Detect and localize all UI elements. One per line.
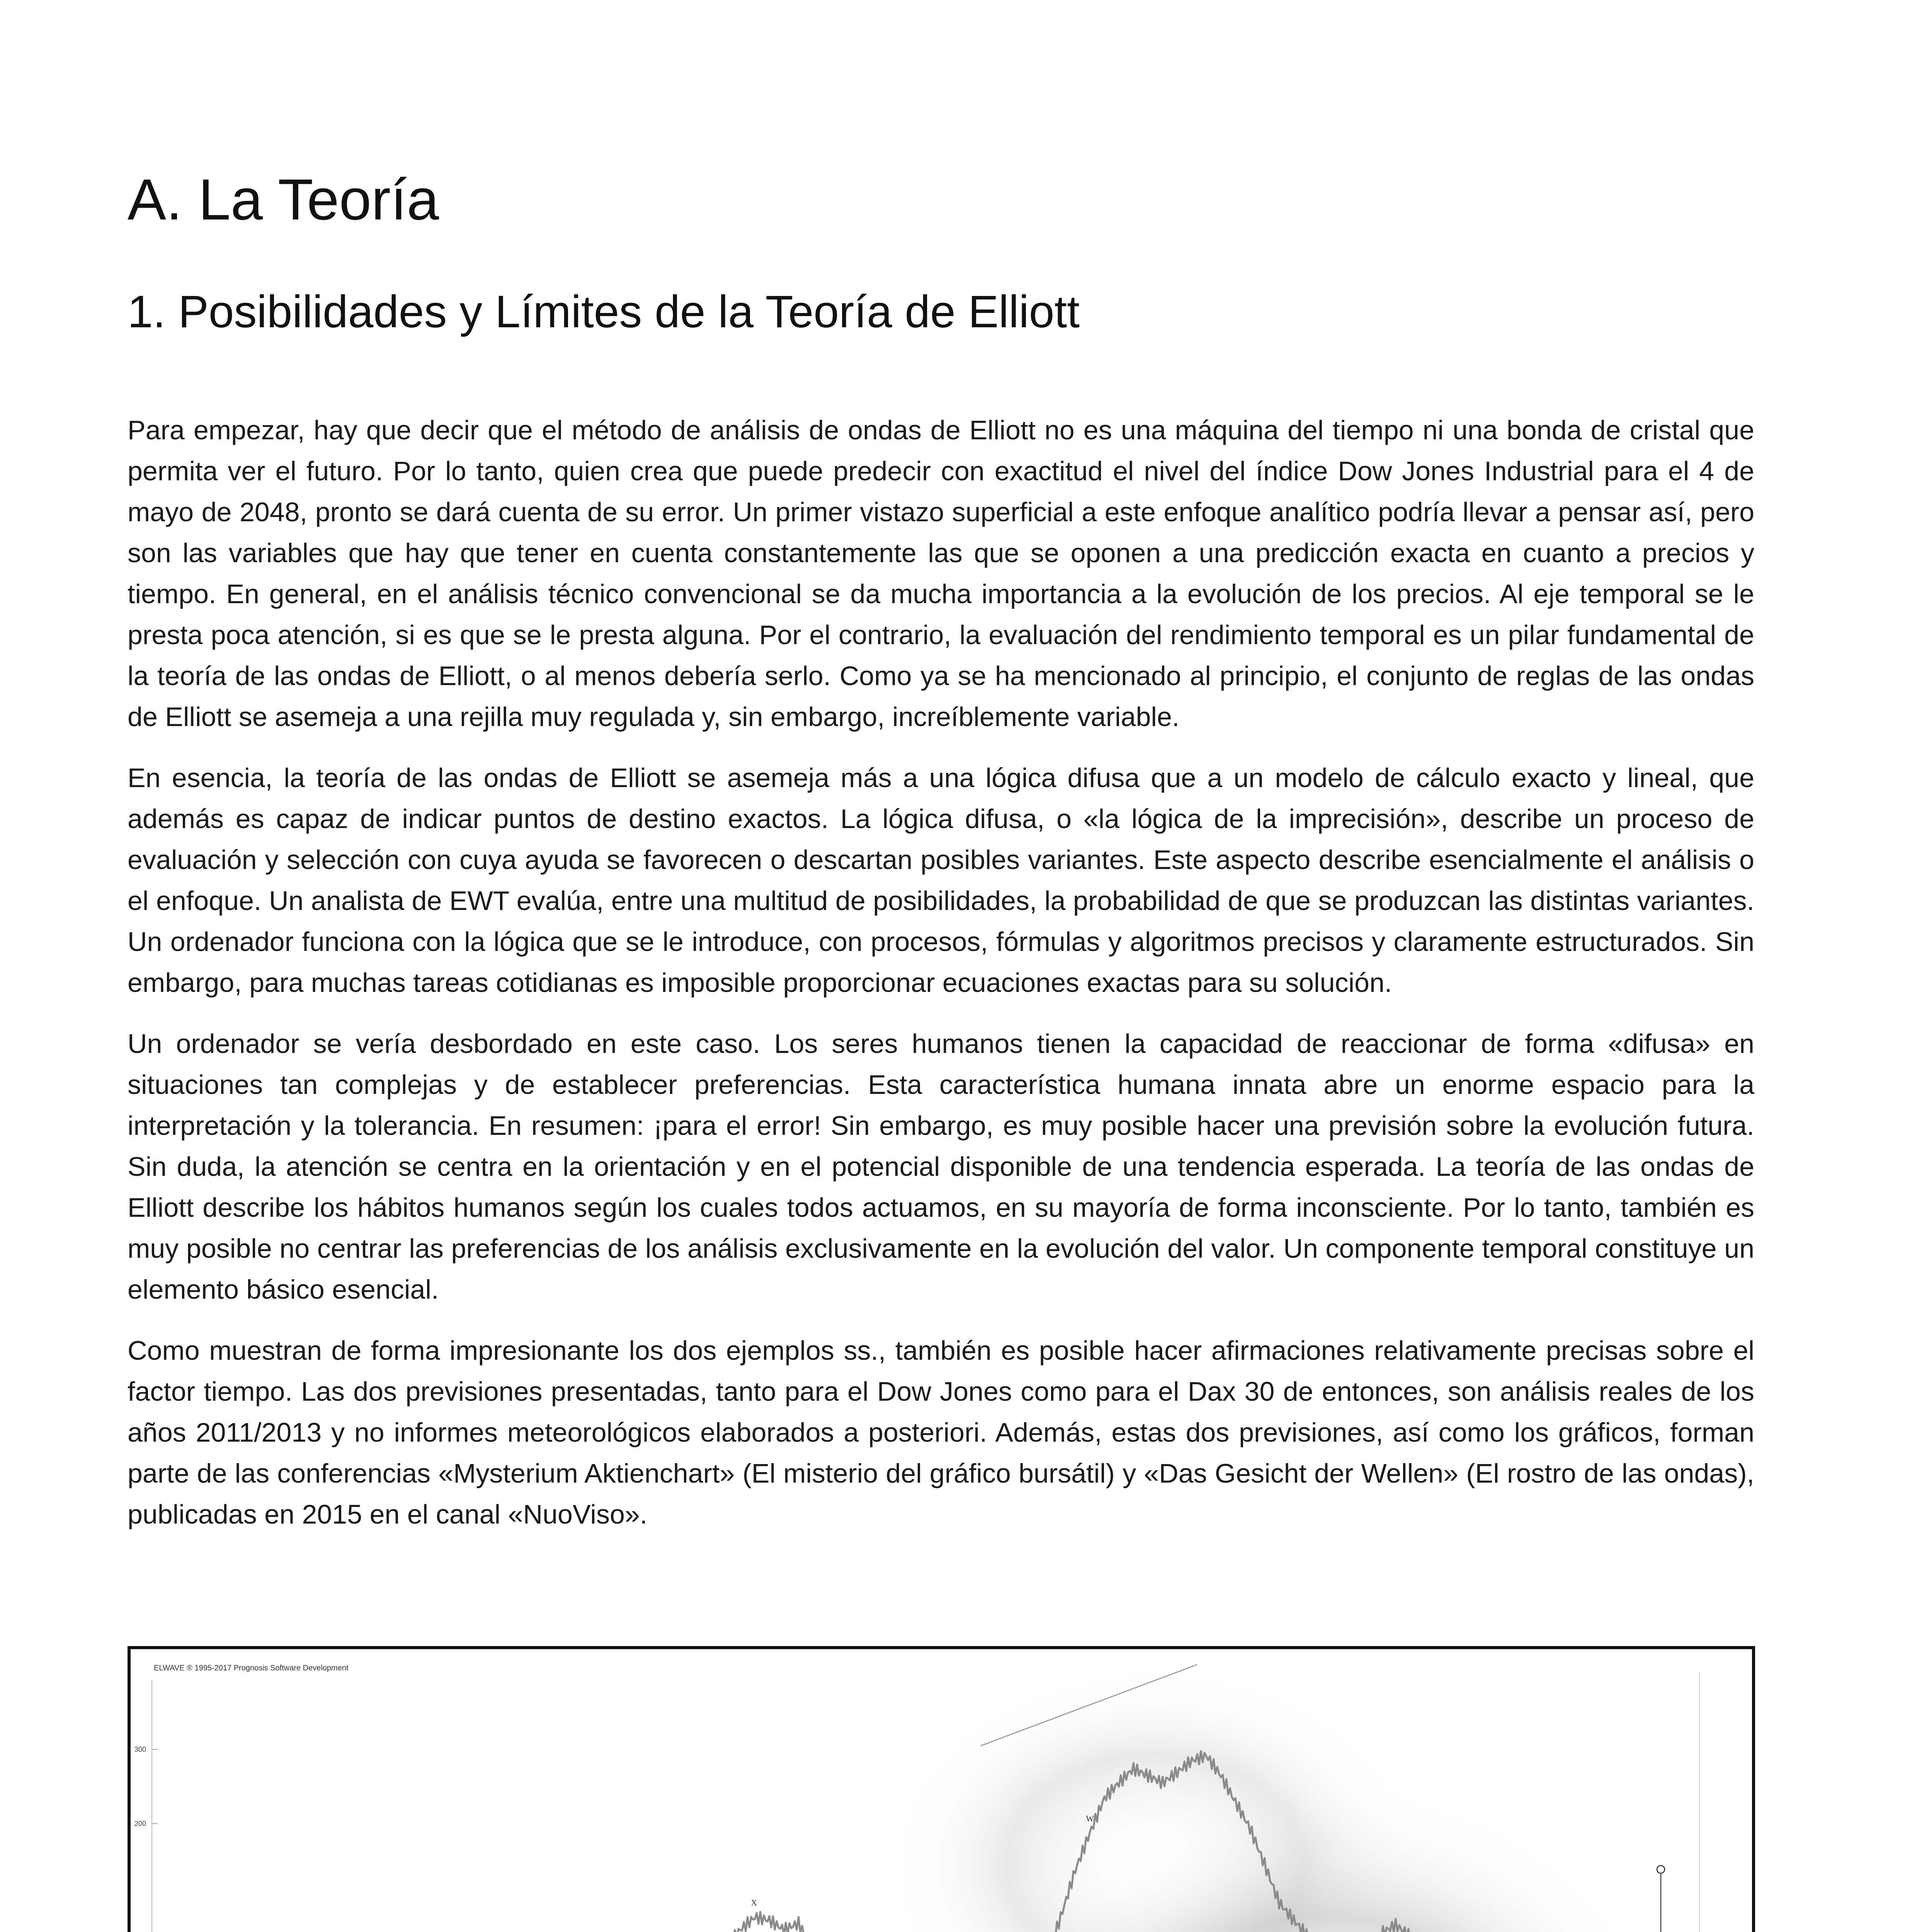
wave-label: X: [751, 1898, 757, 1908]
body-text: [128, 410, 1754, 1555]
section-heading: 1. Posibilidades y Límites de la Teoría de Elliott: [128, 286, 1080, 337]
paragraph-1: Para empezar, hay que decir que el método de análisis de ondas de Elliott no es una máquina del tiempo ni una bonda de cristal que permita ver el futuro. Por lo tanto, quien crea que puede predecir con exactitud el nivel del índice Dow Jones Industrial para el 4 de mayo de 2048, pronto se dará cuenta de su error. Un primer vistazo superficial a este enfoque analítico podría llevar a pensar así, pero son las variables que hay que tener en cuenta constantemente las que se oponen a una predicción exacta en cuanto a precios y tiempo. En general, en el análisis técnico convencional se da mucha importancia a la evolución de los precios. Al eje temporal se le presta poca atención, si es que se le presta alguna. Por el contrario, la evaluación del rendimiento temporal es un pilar fundamental de la teoría de las ondas de Elliott, o al menos debería serlo. Como ya se ha mencionado al principio, el conjunto de reglas de las ondas de Elliott se asemeja a una rejilla muy regulada y, sin embargo, increíblemente variable.: [128, 415, 1754, 732]
chart-header-text: ELWAVE ® 1995-2017 Prognosis Software Development: [154, 1664, 349, 1672]
paragraph-4: Como muestran de forma impresionante los dos ejemplos ss., también es posible hacer afirmaciones relativamente precisas sobre el factor tiempo. Las dos previsiones presentadas, tanto para el Dow Jones como para el Dax 30 de entonces, son análisis reales de los años 2011/2013 y no informes meteorológicos elaborados a posteriori. Además, estas dos previsiones, así como los gráficos, forman parte de las conferencias «Mysterium Aktienchart» (El misterio del gráfico bursátil) y «Das Gesicht der Wellen» (El rostro de las ondas), publicadas en 2015 en el canal «NuoViso».: [128, 1335, 1754, 1529]
paragraph-2: En esencia, la teoría de las ondas de Elliott se asemeja más a una lógica difusa que a un modelo de cálculo exacto y lineal, que además es capaz de indicar puntos de destino exactos. La lógica difusa, o «la lógica de la imprecisión», describe un proceso de evaluación y selección con cuya ayuda se favorecen o descartan posibles variantes. Este aspecto describe esencialmente el análisis o el enfoque. Un analista de EWT evalúa, entre una multitud de posibilidades, la probabilidad de que se produzcan las distintas variantes. Un ordenador funciona con la lógica que se le introduce, con procesos, fórmulas y algoritmos precisos y claramente estructurados. Sin embargo, para muchas tareas cotidianas es imposible proporcionar ecuaciones exactas para su solución.: [128, 763, 1754, 998]
chapter-heading: A. La Teoría: [128, 167, 439, 232]
paragraph-3: Un ordenador se vería desbordado en este caso. Los seres humanos tienen la capacidad de reaccionar de forma «difusa» en situaciones tan complejas y de establecer preferencias. Esta característica humana innata abre un enorme espacio para la interpretación y la tolerancia. En resumen: ¡para el error! Sin embargo, es muy posible hacer una previsión sobre la evolución futura. Sin duda, la atención se centra en la orientación y en el potencial disponible de una tendencia esperada. La teoría de las ondas de Elliott describe los hábitos humanos según los cuales todos actuamos, en su mayoría de forma inconsciente. Por lo tanto, también es muy posible no centrar las preferencias de los análisis exclusivamente en la evolución del valor. Un componente temporal constituye un elemento básico esencial.: [128, 1029, 1754, 1304]
y-tick-label: 200: [134, 1820, 146, 1828]
price-chart: [131, 1649, 1752, 1932]
y-tick-label: 300: [134, 1745, 146, 1753]
wave-label: W: [1086, 1813, 1094, 1823]
elwave-chart-figure: [128, 1646, 1755, 1932]
